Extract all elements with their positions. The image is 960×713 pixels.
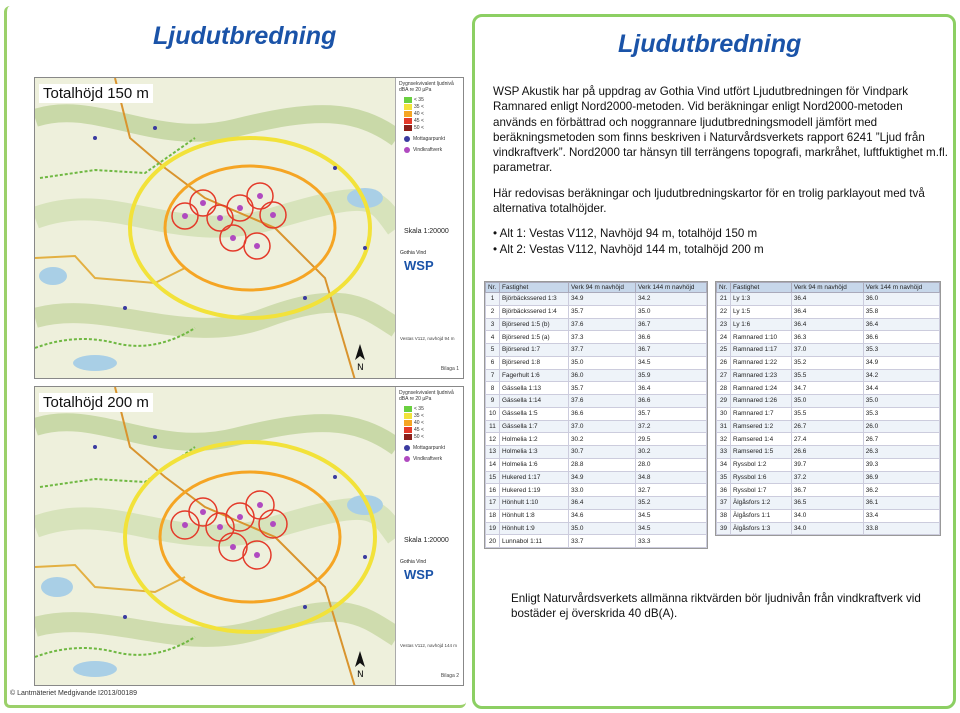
table-cell: 29.5 [635,433,706,446]
table-cell: Gässella 1:5 [500,407,569,420]
table-cell: 36.2 [863,484,939,497]
legend-level-row [404,104,463,110]
table-cell: Ramnared 1:23 [731,369,792,382]
legend-mark-label: Vindkraftverk [413,456,443,462]
table-cell: 34.4 [863,382,939,395]
table-header-cell: Verk 144 m navhöjd [863,283,939,293]
table-cell: 29 [717,395,731,408]
table-cell: 6 [486,356,500,369]
table-cell: 34.0 [791,509,863,522]
table-cell: Holmelia 1:6 [500,458,569,471]
alternative-2: • Alt 2: Vestas V112, Navhöjd 144 m, totalhöjd 200 m [493,242,948,257]
legend-mark-dot [404,147,410,153]
table-cell: 37 [717,497,731,510]
table-cell: 34.0 [791,522,863,535]
table-cell: 34.2 [863,369,939,382]
table-cell: 28.8 [569,458,636,471]
table-cell: 34.2 [635,293,706,306]
table-cell: Ramnared 1:17 [731,344,792,357]
table-cell: Björsered 1:5 (b) [500,318,569,331]
table-cell: Hukered 1:17 [500,471,569,484]
table-cell: 35.2 [791,356,863,369]
table-cell: Ly 1:3 [731,293,792,306]
table-cell: 36.7 [791,484,863,497]
legend-swatch [404,427,412,433]
noise-map-200 [34,386,464,686]
table-cell: 26.0 [863,420,939,433]
table-cell: 11 [486,420,500,433]
table-cell: 30 [717,407,731,420]
map2-height-label: Totalhöjd 200 m [39,393,153,412]
legend-mark-dot [404,445,410,451]
table-cell: 26.7 [863,433,939,446]
legend-mark-dot [404,456,410,462]
table-row [486,497,707,510]
legend-swatch [404,420,412,426]
table-cell: 2 [486,305,500,318]
table-header-cell: Fastighet [500,283,569,293]
table-cell: Ryssbol 1:6 [731,471,792,484]
table-cell: 1 [486,293,500,306]
table-row [486,305,707,318]
table-row [717,369,940,382]
table-row [486,293,707,306]
table-cell: 26.3 [863,446,939,459]
svg-text:N: N [357,363,364,373]
table-row [486,535,707,548]
table-cell: 34.7 [791,382,863,395]
legend-level-label: 45 < [414,427,424,433]
table-cell: 21 [717,293,731,306]
table-cell: 35.7 [635,407,706,420]
table-cell: Älgåsfors 1:2 [731,497,792,510]
table-cell: Hönhult 1:8 [500,509,569,522]
table-row [486,522,707,535]
table-cell: Ramnared 1:10 [731,331,792,344]
map2-bilaga: Bilaga 2 [440,673,459,679]
intro-paragraph-2: Här redovisas beräkningar och ljudutbredningskartor för en trolig parklayout med två alternativa totalhöjder. [493,186,925,216]
table-row [486,356,707,369]
legend-heading: Dygnsekvivalent ljudnivå dBA re 20 µPa [399,81,454,93]
table-row [486,509,707,522]
table-cell: 36.4 [791,305,863,318]
table-cell: 39.3 [863,458,939,471]
table-cell: 36.4 [635,382,706,395]
table-row [717,471,940,484]
table-cell: 36.0 [863,293,939,306]
noise-map-150 [34,77,464,379]
table-cell: Ramnared 1:26 [731,395,792,408]
table-cell: 36.4 [569,497,636,510]
table-cell: 4 [486,331,500,344]
legend-level-label: 45 < [414,118,424,124]
copyright-note: © Lantmäteriet Medgivande I2013/00189 [10,690,137,697]
legend-level-label: 50 < [414,125,424,131]
legend-swatch [404,125,412,131]
legend-mark-row [404,147,463,153]
table-row [717,484,940,497]
table-cell: 34.5 [635,356,706,369]
table-row [717,522,940,535]
table-cell: Hönhult 1:9 [500,522,569,535]
table-cell: 38 [717,509,731,522]
legend-mark-row [404,445,463,451]
table-cell: 32 [717,433,731,446]
table-cell: 36.7 [635,318,706,331]
table-cell: 37.2 [791,471,863,484]
legend-level-row [404,427,463,433]
table-cell: Hukered 1:19 [500,484,569,497]
table-cell: 10 [486,407,500,420]
table-header-cell: Verk 144 m navhöjd [635,283,706,293]
table-cell: 35.0 [569,522,636,535]
table-cell: 37.2 [635,420,706,433]
table-row [717,356,940,369]
table-cell: 36.4 [863,318,939,331]
table-cell: 36.1 [863,497,939,510]
table-cell: 12 [486,433,500,446]
table-row [717,293,940,306]
table-cell: 37.6 [569,318,636,331]
left-title: Ljudutbredning [153,22,337,50]
legend-mark-row [404,136,463,142]
table-cell: Holmelia 1:2 [500,433,569,446]
table-cell: 35 [717,471,731,484]
table-cell: 35.8 [863,305,939,318]
table-cell: 36.6 [569,407,636,420]
legend-level-row [404,125,463,131]
project-name: Gothia Vind [400,559,427,565]
table-cell: 34 [717,458,731,471]
table-cell: Ramnared 1:22 [731,356,792,369]
table-cell: 8 [486,382,500,395]
table-cell: 17 [486,497,500,510]
table-cell: 35.2 [635,497,706,510]
table-cell: 37.3 [569,331,636,344]
legend-level-row [404,111,463,117]
legend-mark-label: Mottagarpunkt [413,136,445,142]
table-row [486,484,707,497]
table-header-cell: Verk 94 m navhöjd [569,283,636,293]
table-cell: 35.3 [863,344,939,357]
intro-paragraph-1: WSP Akustik har på uppdrag av Gothia Vind utfört Ljudutbredningen för Vindpark Ramnared enligt Nord2000-metoden. Vid beräkningar enligt Nord2000-metoden används en förbättrad och noggrannare ljudutbredningsmodell jämfört med beräkningsmetoden som finns beskriven i Naturvårdsverkets rapport 6241 ”Ljud från vindkraftverk”. Nord2000 tar hänsyn till terrängens topografi, markråhet, luftfuktighet m.fl. parametrar. [493,85,948,175]
table-cell: 37.7 [569,344,636,357]
legend-level-label: 35 < [414,413,424,419]
table-cell: 37.0 [791,344,863,357]
table-row [717,318,940,331]
table-cell: 36.7 [635,344,706,357]
table-cell: 19 [486,522,500,535]
legend-swatch [404,413,412,419]
table-cell: 35.3 [863,407,939,420]
legend-level-row [404,434,463,440]
table-cell: Ramnared 1:7 [731,407,792,420]
map-terrain [35,387,397,686]
table-cell: 31 [717,420,731,433]
table-row [486,318,707,331]
map1-bilaga: Bilaga 1 [440,366,459,372]
table-cell: Ramsered 1:5 [731,446,792,459]
intro-text [493,84,948,257]
table-cell: 36 [717,484,731,497]
noise-table-right [715,281,941,536]
table-cell: Ryssbol 1:2 [731,458,792,471]
table-cell: Hönhult 1:10 [500,497,569,510]
table-header-row [717,283,940,293]
table-row [717,407,940,420]
table-cell: 36.3 [791,331,863,344]
table-cell: Björbäckssered 1:3 [500,293,569,306]
table-cell: 35.0 [791,395,863,408]
table-row [486,407,707,420]
table-cell: Ramsered 1:4 [731,433,792,446]
table-row [717,509,940,522]
table-cell: 28.0 [635,458,706,471]
table-cell: Björbäckssered 1:4 [500,305,569,318]
table-cell: 26.6 [791,446,863,459]
map1-legend [395,78,463,378]
table-row [486,471,707,484]
table-row [717,344,940,357]
table-cell: 5 [486,344,500,357]
map-terrain [35,78,397,379]
legend-level-label: < 35 [414,97,424,103]
table-cell: 34.9 [569,293,636,306]
table-cell: 20 [486,535,500,548]
table-cell: 35.0 [863,395,939,408]
table-row [486,433,707,446]
table-cell: 14 [486,458,500,471]
table-cell: 36.5 [791,497,863,510]
table-cell: 33.7 [569,535,636,548]
table-cell: 36.4 [791,293,863,306]
guideline-note: Enligt Naturvårdsverkets allmänna riktvärden bör ljudnivån från vindkraftverk vid bostäder ej överskrida 40 dB(A). [511,592,921,620]
table-row [486,331,707,344]
legend-swatch [404,434,412,440]
alternatives-list [493,226,948,257]
table-row [717,305,940,318]
table-cell: 35.7 [569,382,636,395]
table-cell: 35.9 [635,369,706,382]
map1-height-label: Totalhöjd 150 m [39,84,153,103]
table-row [717,458,940,471]
table-cell: 9 [486,395,500,408]
legend-swatch [404,118,412,124]
table-row [486,369,707,382]
table-row [486,446,707,459]
legend-swatch [404,406,412,412]
wsp-logo: WSP [404,567,434,582]
right-title: Ljudutbredning [618,30,802,58]
table-cell: Lunnabol 1:11 [500,535,569,548]
table-header-cell: Verk 94 m navhöjd [791,283,863,293]
table-cell: 36.9 [863,471,939,484]
legend-swatch [404,111,412,117]
table-cell: 35.0 [569,356,636,369]
table-cell: Gässella 1:14 [500,395,569,408]
table-cell: 34.6 [569,509,636,522]
table-row [486,382,707,395]
table-row [717,331,940,344]
legend-level-row [404,118,463,124]
legend-swatch [404,97,412,103]
table-cell: Björsered 1:5 (a) [500,331,569,344]
table-cell: 30.7 [569,446,636,459]
table-cell: 34.8 [635,471,706,484]
table-cell: Gässella 1:13 [500,382,569,395]
table-cell: Ly 1:6 [731,318,792,331]
table-header-cell: Nr. [486,283,500,293]
legend-mark-row [404,456,463,462]
table-cell: Holmelia 1:3 [500,446,569,459]
table-cell: 30.2 [635,446,706,459]
table-cell: Älgåsfors 1:1 [731,509,792,522]
table-cell: Ramnared 1:24 [731,382,792,395]
legend-level-label: 40 < [414,111,424,117]
legend-level-row [404,413,463,419]
scale-label: Skala 1:20000 [404,228,449,235]
legend-level-row [404,406,463,412]
table-row [486,344,707,357]
legend-level-row [404,97,463,103]
table-cell: Älgåsfors 1:3 [731,522,792,535]
table-row [717,395,940,408]
table-row [486,458,707,471]
svg-text:N: N [357,670,364,680]
table-cell: Ramsered 1:2 [731,420,792,433]
table-cell: 30.2 [569,433,636,446]
table-row [717,433,940,446]
table-cell: 36.6 [863,331,939,344]
table-cell: 32.7 [635,484,706,497]
table-row [717,382,940,395]
table-header-row [486,283,707,293]
table-cell: 36.4 [791,318,863,331]
table-cell: 36.6 [635,331,706,344]
table-cell: 36.0 [569,369,636,382]
table-cell: 35.7 [569,305,636,318]
table-cell: 26 [717,356,731,369]
table-cell: 25 [717,344,731,357]
table-cell: 24 [717,331,731,344]
table-cell: 35.0 [635,305,706,318]
table-cell: 35.5 [791,369,863,382]
table-cell: 33.8 [863,522,939,535]
legend-mark-label: Vindkraftverk [413,147,443,153]
table-cell: Björsered 1:7 [500,344,569,357]
table-cell: 34.9 [863,356,939,369]
table-cell: 36.6 [635,395,706,408]
legend-swatch [404,104,412,110]
wsp-logo: WSP [404,258,434,273]
legend-mark-label: Mottagarpunkt [413,445,445,451]
legend-mark-dot [404,136,410,142]
table-cell: Björsered 1:8 [500,356,569,369]
table-cell: 35.5 [791,407,863,420]
table-cell: 13 [486,446,500,459]
map2-description: Vestas V112, navhöjd 144 m [400,643,457,648]
map1-description: Vestas V112, navhöjd 94 m [400,336,455,341]
table-cell: 33.0 [569,484,636,497]
table-cell: 37.0 [569,420,636,433]
noise-table-left [484,281,708,549]
table-cell: 33.3 [635,535,706,548]
table-cell: 37.6 [569,395,636,408]
legend-level-label: < 35 [414,406,424,412]
table-cell: 39.7 [791,458,863,471]
scale-label: Skala 1:20000 [404,537,449,544]
table-row [486,395,707,408]
table-header-cell: Nr. [717,283,731,293]
table-cell: 33.4 [863,509,939,522]
table-cell: 33 [717,446,731,459]
legend-level-label: 50 < [414,434,424,440]
table-cell: 15 [486,471,500,484]
table-row [717,420,940,433]
legend-level-label: 35 < [414,104,424,110]
table-cell: 39 [717,522,731,535]
table-cell: 34.9 [569,471,636,484]
table-cell: 26.7 [791,420,863,433]
table-row [717,497,940,510]
table-cell: Fagerhult 1:6 [500,369,569,382]
table-cell: 23 [717,318,731,331]
table-cell: 34.5 [635,509,706,522]
table-cell: 28 [717,382,731,395]
table-cell: Ly 1:5 [731,305,792,318]
table-cell: 27 [717,369,731,382]
alternative-1: • Alt 1: Vestas V112, Navhöjd 94 m, totalhöjd 150 m [493,226,948,241]
table-cell: Ryssbol 1:7 [731,484,792,497]
table-cell: 3 [486,318,500,331]
legend-heading: Dygnsekvivalent ljudnivå dBA re 20 µPa [399,390,454,402]
table-cell: 16 [486,484,500,497]
table-cell: 27.4 [791,433,863,446]
table-row [486,420,707,433]
table-cell: 22 [717,305,731,318]
project-name: Gothia Vind [400,250,427,256]
legend-level-label: 40 < [414,420,424,426]
table-cell: Gässella 1:7 [500,420,569,433]
table-cell: 7 [486,369,500,382]
map2-legend [395,387,463,685]
table-cell: 18 [486,509,500,522]
table-row [717,446,940,459]
table-header-cell: Fastighet [731,283,792,293]
table-cell: 34.5 [635,522,706,535]
legend-level-row [404,420,463,426]
